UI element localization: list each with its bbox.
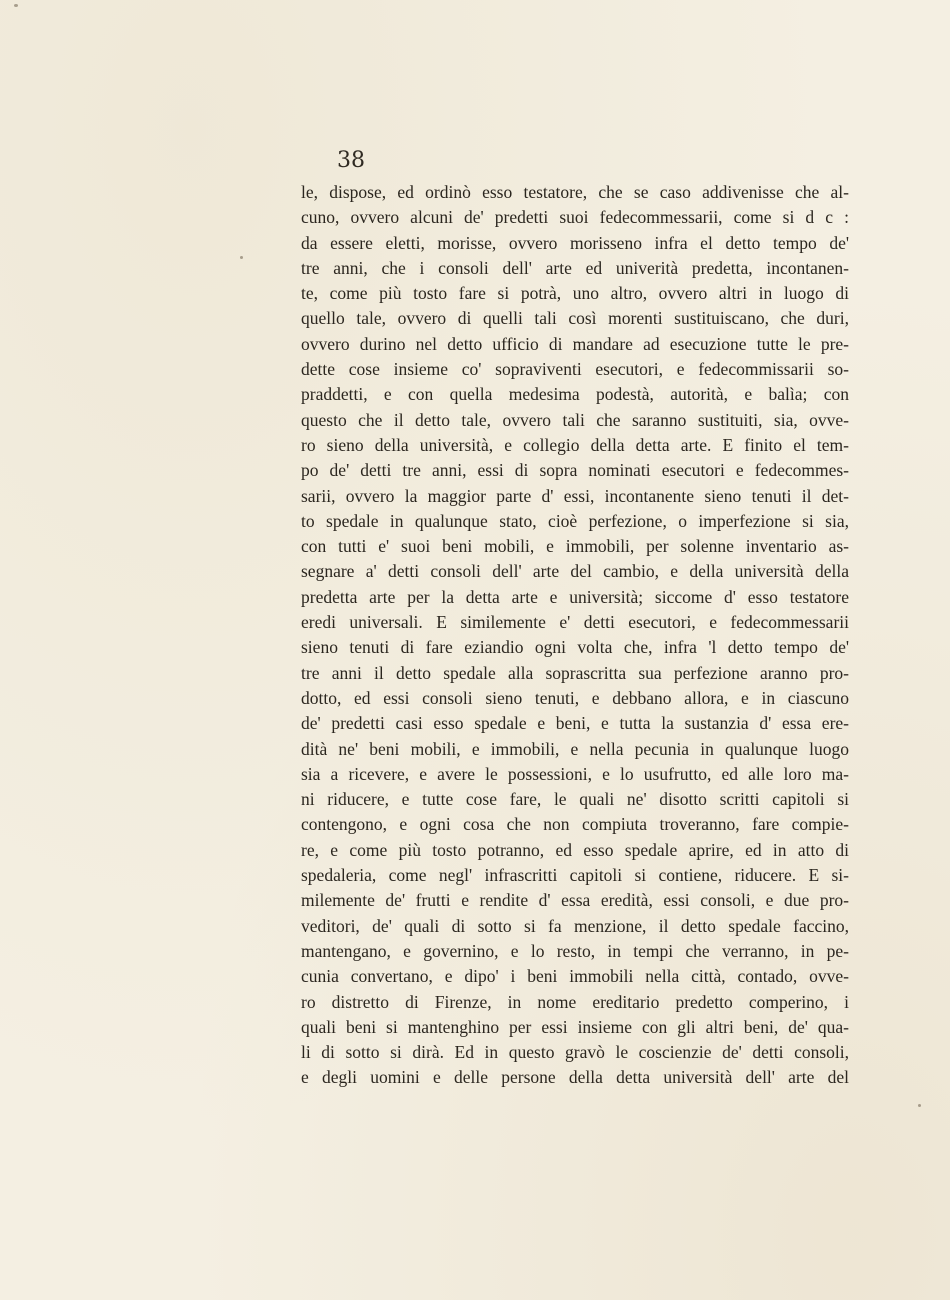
paper-speck <box>240 256 243 259</box>
text-line: sieno tenuti di fare eziandio ogni volta che, infra 'l detto tempo de' <box>301 637 849 658</box>
text-line: ovvero durino nel detto ufficio di mandare ad esecuzione tutte le pre- <box>301 333 849 354</box>
text-line: tre anni il detto spedale alla soprascritta sua perfezione aranno pro- <box>301 662 849 683</box>
text-line: segnare a' detti consoli dell' arte del cambio, e della università della <box>301 561 849 582</box>
text-line: con tutti e' suoi beni mobili, e immobili, per solenne inventario as- <box>301 536 849 557</box>
text-line: mantengano, e governino, e lo resto, in tempi che verranno, in pe- <box>301 940 849 961</box>
text-line: da essere eletti, morisse, ovvero morisseno infra el detto tempo de' <box>301 232 849 253</box>
text-line: po de' detti tre anni, essi di sopra nominati esecutori e fedecommes- <box>301 460 849 481</box>
text-line: quali beni si mantenghino per essi insieme con gli altri beni, de' qua- <box>301 1016 849 1037</box>
page-number: 38 <box>337 148 365 173</box>
text-line: milemente de' frutti e rendite d' essa eredità, essi consoli, e due pro- <box>301 890 849 911</box>
text-line: dità ne' beni mobili, e immobili, e nella pecunia in qualunque luogo <box>301 738 849 759</box>
text-line: quello tale, ovvero di quelli tali così morenti sustituiscano, che duri, <box>301 308 849 329</box>
text-line: sia a ricevere, e avere le possessioni, e lo usufrutto, ed alle loro ma- <box>301 763 849 784</box>
text-line: re, e come più tosto potranno, ed esso spedale aprire, ed in atto di <box>301 839 849 860</box>
text-line: ni riducere, e tutte cose fare, le quali ne' disotto scritti capitoli si <box>301 789 849 810</box>
text-line: praddetti, e con quella medesima podestà, autorità, e balìa; con <box>301 384 849 405</box>
text-line: tre anni, che i consoli dell' arte ed univerità predetta, incontanen- <box>301 257 849 278</box>
text-line: eredi universali. E similemente e' detti esecutori, e fedecommessarii <box>301 612 849 633</box>
text-line: cunia convertano, e dipo' i beni immobili nella città, contado, ovve- <box>301 966 849 987</box>
text-line: contengono, e ogni cosa che non compiuta troveranno, fare compie- <box>301 814 849 835</box>
text-line: veditori, de' quali di sotto si fa menzione, il detto spedale faccino, <box>301 915 849 936</box>
text-line: dotto, ed essi consoli sieno tenuti, e debbano allora, e in ciascuno <box>301 687 849 708</box>
text-line: li di sotto si dirà. Ed in questo gravò le coscienzie de' detti consoli, <box>301 1042 849 1063</box>
text-line: predetta arte per la detta arte e università; siccome d' esso testatore <box>301 586 849 607</box>
text-line: te, come più tosto fare si potrà, uno altro, ovvero altri in luogo di <box>301 283 849 304</box>
text-line: dette cose insieme co' sopraviventi esecutori, e fedecommissarii so- <box>301 359 849 380</box>
text-line: ro distretto di Firenze, in nome ereditario predetto comperino, i <box>301 991 849 1012</box>
text-line: spedaleria, come negl' infrascritti capitoli si contiene, riducere. E si- <box>301 865 849 886</box>
text-line: sarii, ovvero la maggior parte d' essi, incontanente sieno tenuti il det- <box>301 485 849 506</box>
text-line: e degli uomini e delle persone della detta università dell' arte del <box>301 1067 849 1088</box>
paper-speck <box>14 4 18 7</box>
text-line: de' predetti casi esso spedale e beni, e tutta la sustanzia d' essa ere- <box>301 713 849 734</box>
text-line: cuno, ovvero alcuni de' predetti suoi fedecommessarii, come si d c : <box>301 207 849 228</box>
page-body-text <box>301 180 849 1091</box>
paper-speck <box>918 1104 921 1107</box>
text-line: to spedale in qualunque stato, cioè perfezione, o imperfezione si sia, <box>301 510 849 531</box>
text-line: le, dispose, ed ordinò esso testatore, che se caso addivenisse che al- <box>301 182 849 202</box>
text-line: questo che il detto tale, ovvero tali che saranno sustituiti, sia, ovve- <box>301 409 849 430</box>
text-line: ro sieno della università, e collegio della detta arte. E finito el tem- <box>301 434 849 455</box>
